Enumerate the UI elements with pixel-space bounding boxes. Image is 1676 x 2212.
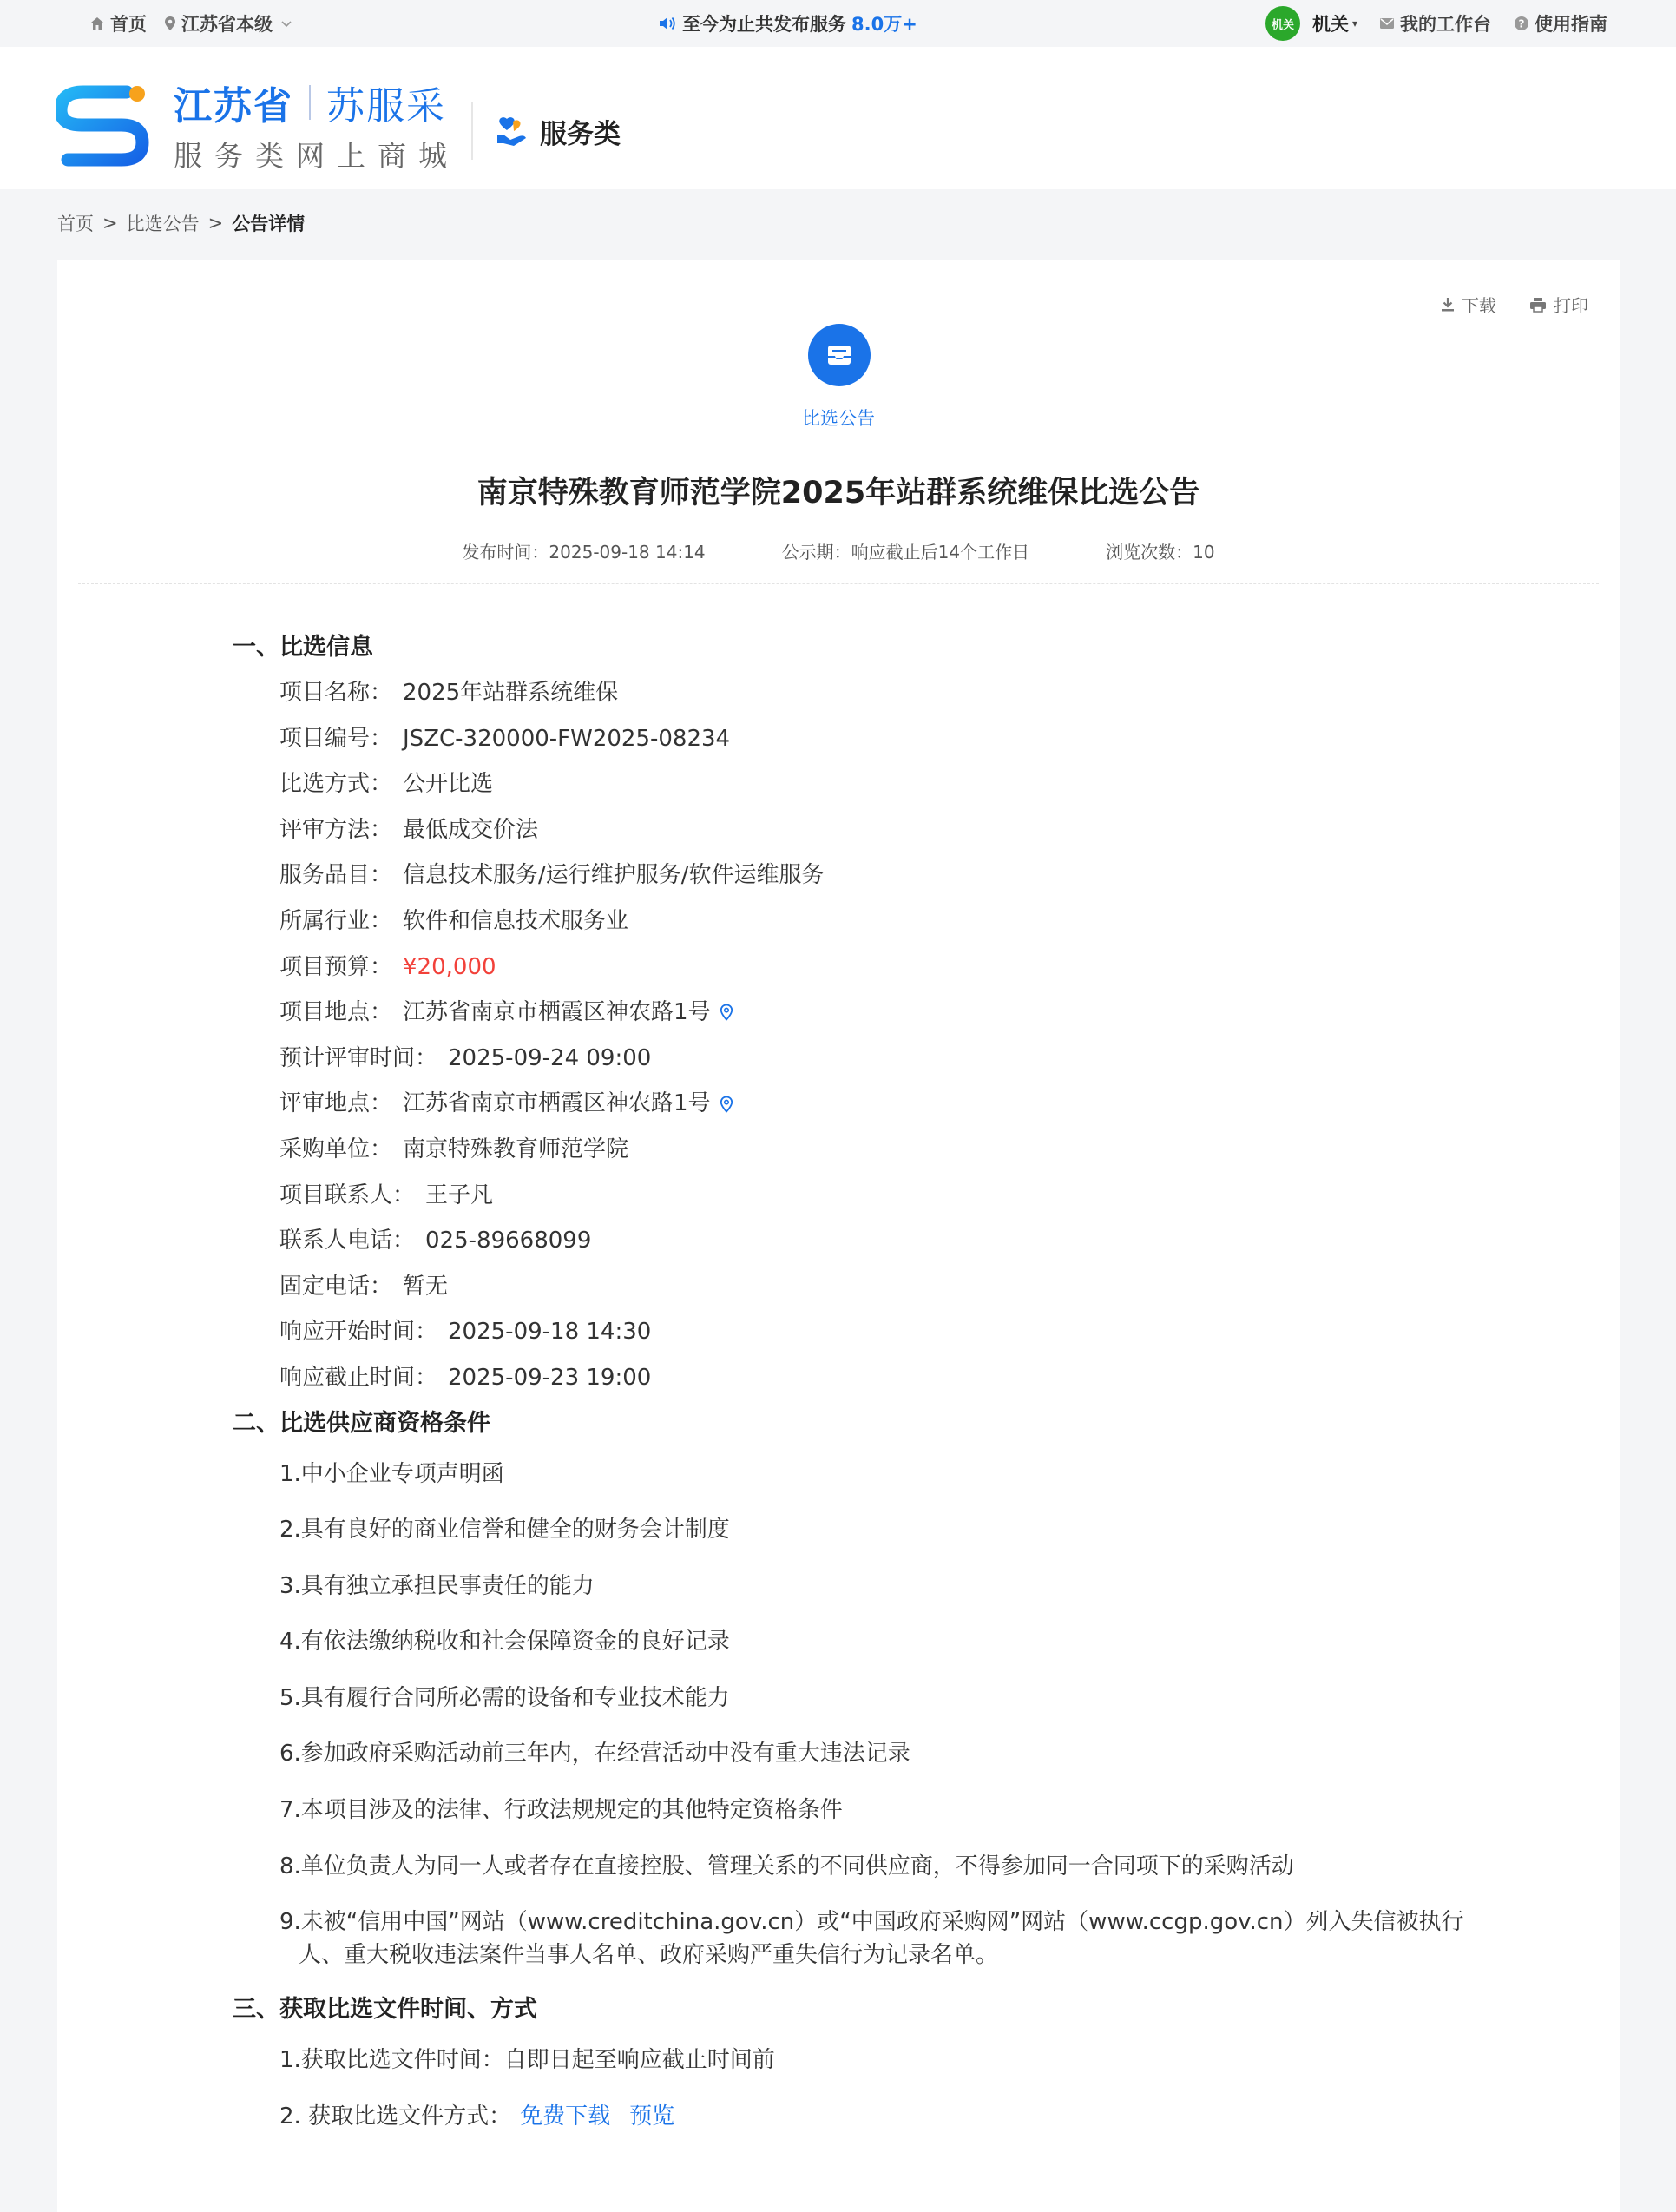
map-pin-icon[interactable]	[720, 1096, 733, 1113]
document-time: 1.获取比选文件时间：自即日起至响应截止时间前	[279, 2047, 775, 2074]
download-label: 下载	[1462, 295, 1496, 316]
workspace-label: 我的工作台	[1400, 14, 1491, 35]
user-label: 机关	[1312, 14, 1349, 35]
info-key: 采购单位：	[279, 1136, 393, 1162]
category-link[interactable]	[495, 111, 621, 151]
brand-separator	[309, 85, 311, 120]
qualification-item-line: 人、重大税收违法案件当事人名单、政府采购严重失信行为记录名单。	[299, 1942, 999, 1969]
info-row-location	[233, 990, 1474, 1036]
download-button[interactable]	[1441, 292, 1496, 317]
qualification-item: 2.具有良好的商业信誉和健全的财务会计制度	[279, 1517, 730, 1544]
qualification-item: 1.中小企业专项声明函	[279, 1460, 504, 1487]
info-key: 项目联系人：	[279, 1182, 416, 1208]
announcement-type-label: 比选公告	[802, 408, 875, 429]
chevron-down-icon	[279, 16, 293, 30]
avatar: 机关	[1265, 6, 1300, 41]
brand-province: 江苏省	[174, 84, 293, 128]
info-value: 2025年站群系统维保	[403, 680, 619, 706]
info-value: 软件和信息技术服务业	[403, 907, 629, 934]
guide-label: 使用指南	[1535, 14, 1607, 35]
info-key: 评审方法：	[279, 816, 393, 843]
info-key: 服务品目：	[279, 862, 393, 889]
home-label: 首页	[110, 14, 147, 35]
info-row-phone	[233, 1218, 1474, 1264]
caret-down-icon: ▾	[1352, 17, 1358, 30]
print-label: 打印	[1554, 295, 1588, 316]
service-hand-heart-icon	[495, 113, 531, 149]
info-value: JSZC-320000-FW2025-08234	[403, 725, 731, 752]
location-icon	[164, 16, 176, 31]
brand-title	[174, 80, 446, 128]
notice-text: 至今为止共发布服务	[682, 14, 846, 35]
info-key: 所属行业：	[279, 907, 393, 934]
info-value: 公开比选	[403, 771, 494, 798]
section-heading-qualification: 二、比选供应商资格条件	[233, 1409, 490, 1437]
home-link[interactable]	[89, 0, 147, 47]
info-row-evaluation	[233, 807, 1474, 853]
info-value: 2025-09-23 19:00	[448, 1364, 652, 1391]
notice-meta	[57, 538, 1620, 563]
info-row-method	[233, 761, 1474, 807]
qualification-item: 6.参加政府采购活动前三年内，在经营活动中没有重大违法记录	[279, 1741, 910, 1768]
info-key: 项目名称：	[279, 680, 393, 706]
breadcrumb-current: 公告详情	[232, 214, 306, 234]
info-value: 2025-09-18 14:30	[448, 1319, 652, 1346]
qualification-item: 7.本项目涉及的法律、行政法规规定的其他特定资格条件	[279, 1797, 843, 1824]
announcement-type-icon	[808, 324, 871, 386]
speaker-icon	[658, 15, 677, 32]
info-row-name	[233, 670, 1474, 716]
top-bar	[0, 0, 1676, 47]
view-count: 浏览次数：10	[1106, 542, 1215, 563]
notice-body	[233, 625, 1474, 2156]
divider	[78, 583, 1599, 584]
user-menu[interactable]	[1265, 0, 1357, 47]
help-icon	[1514, 16, 1529, 31]
svg-text:?: ?	[1518, 17, 1525, 30]
printer-icon	[1529, 297, 1547, 313]
qualification-item	[233, 1906, 1474, 1972]
breadcrumb-separator: >	[102, 213, 118, 234]
public-period: 公示期：响应截止后14个工作日	[781, 542, 1030, 563]
info-key: 预计评审时间：	[279, 1044, 438, 1071]
toolbar	[1408, 292, 1588, 317]
info-key: 评审地点：	[279, 1090, 393, 1117]
info-value: 江苏省南京市栖霞区神农路1号	[403, 999, 711, 1026]
info-key: 响应截止时间：	[279, 1364, 438, 1391]
info-row-industry	[233, 899, 1474, 945]
print-button[interactable]	[1529, 292, 1588, 317]
info-row-contact	[233, 1173, 1474, 1219]
preview-link[interactable]: 预览	[629, 2103, 675, 2130]
info-value: 江苏省南京市栖霞区神农路1号	[403, 1090, 711, 1117]
info-row-end-time	[233, 1355, 1474, 1401]
info-key: 响应开始时间：	[279, 1319, 438, 1346]
mail-icon	[1379, 16, 1395, 30]
category-label: 服务类	[540, 118, 621, 150]
document-method	[233, 2100, 1474, 2133]
qualification-item: 3.具有独立承担民事责任的能力	[279, 1572, 595, 1599]
breadcrumb-separator: >	[207, 213, 224, 234]
info-row-landline	[233, 1264, 1474, 1310]
info-key: 联系人电话：	[279, 1228, 416, 1254]
info-value: 025-89668099	[425, 1228, 592, 1254]
notice-title: 南京特殊教育师范学院2025年站群系统维保比选公告	[477, 476, 1200, 510]
workspace-link[interactable]	[1379, 0, 1491, 47]
notice-card	[57, 260, 1620, 2212]
budget-value: ¥20,000	[403, 953, 496, 980]
info-row-review-location	[233, 1081, 1474, 1127]
info-value: 暂无	[403, 1273, 449, 1300]
info-row-purchaser	[233, 1127, 1474, 1173]
info-row-review-time	[233, 1036, 1474, 1082]
publish-notice	[658, 0, 917, 47]
qualification-item: 4.有依法缴纳税收和社会保障资金的良好记录	[279, 1629, 730, 1656]
notice-count: 8.0万+	[851, 14, 917, 35]
info-key: 项目编号：	[279, 725, 393, 752]
guide-link[interactable]	[1514, 0, 1607, 47]
inbox-icon	[826, 343, 852, 367]
info-value: 信息技术服务/运行维护服务/软件运维服务	[403, 862, 825, 889]
breadcrumb-home[interactable]: 首页	[57, 214, 94, 234]
section-heading-document: 三、获取比选文件时间、方式	[233, 1996, 537, 2024]
info-row-category	[233, 853, 1474, 899]
info-key: 项目预算：	[279, 953, 393, 980]
brand-subtitle: 服务类网上商城	[174, 139, 459, 173]
download-icon	[1441, 297, 1455, 313]
info-row-code	[233, 716, 1474, 762]
info-key: 项目地点：	[279, 999, 393, 1026]
qualification-item: 8.单位负责人为同一人或者存在直接控股、管理关系的不同供应商，不得参加同一合同项下的采购活动	[279, 1853, 1294, 1880]
breadcrumb	[57, 210, 305, 236]
brand-name: 苏服采	[326, 84, 446, 128]
free-download-link[interactable]: 免费下载	[520, 2103, 611, 2130]
info-key: 比选方式：	[279, 771, 393, 798]
site-header	[0, 47, 1676, 189]
region-selector[interactable]	[164, 0, 293, 47]
logo-icon[interactable]	[56, 82, 149, 168]
info-value: 2025-09-24 09:00	[448, 1044, 652, 1071]
info-value: 最低成交价法	[403, 816, 539, 843]
qualification-item: 5.具有履行合同所必需的设备和专业技术能力	[279, 1684, 730, 1711]
section-heading-info: 一、比选信息	[233, 634, 373, 661]
info-value: 南京特殊教育师范学院	[403, 1136, 629, 1162]
info-row-start-time	[233, 1309, 1474, 1355]
publish-time: 发布时间：2025-09-18 14:14	[462, 542, 706, 563]
map-pin-icon[interactable]	[720, 1004, 733, 1021]
qualification-item-line: 9.未被“信用中国”网站（www.creditchina.gov.cn）或“中国政府采购网”网站（www.ccgp.gov.cn）列入失信被执行	[279, 1909, 1464, 1936]
header-divider	[471, 102, 473, 160]
region-label: 江苏省本级	[181, 14, 273, 35]
document-method-label: 2. 获取比选文件方式：	[279, 2103, 512, 2130]
breadcrumb-list[interactable]: 比选公告	[126, 214, 200, 234]
home-icon	[89, 16, 105, 31]
info-key: 固定电话：	[279, 1273, 393, 1300]
info-row-budget	[233, 945, 1474, 991]
info-value: 王子凡	[425, 1182, 494, 1208]
